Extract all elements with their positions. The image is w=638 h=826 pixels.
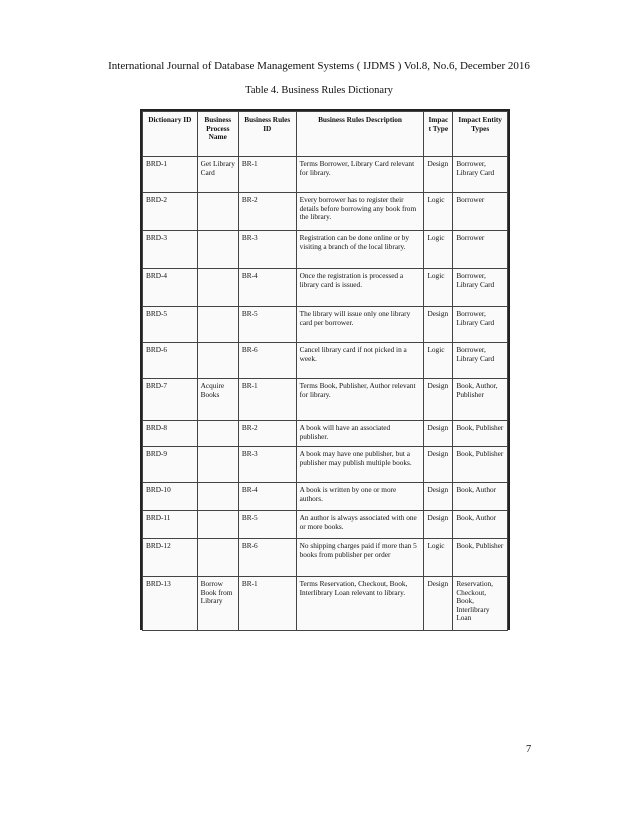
cell-impact-entity-types: Book, Publisher [453,447,508,483]
cell-dictionary-id: BRD-7 [143,379,198,421]
cell-impact-type: Logic [424,539,453,577]
cell-business-rules-id: BR-5 [238,307,296,343]
table-row [143,269,508,307]
cell-business-process-name [197,307,238,343]
cell-business-process-name: Get Library Card [197,157,238,193]
cell-business-rules-id: BR-5 [238,511,296,539]
cell-business-process-name [197,421,238,447]
cell-dictionary-id: BRD-4 [143,269,198,307]
column-header-dictionary-id: Dictionary ID [143,112,198,157]
cell-dictionary-id: BRD-8 [143,421,198,447]
cell-impact-type: Logic [424,269,453,307]
cell-impact-entity-types: Book, Author [453,511,508,539]
cell-impact-type: Design [424,577,453,631]
cell-business-rules-id: BR-1 [238,577,296,631]
journal-header: International Journal of Database Management Systems ( IJDMS ) Vol.8, No.6, December 2016 [108,60,530,72]
cell-business-process-name [197,269,238,307]
cell-impact-entity-types: Borrower, Library Card [453,307,508,343]
cell-business-process-name: Acquire Books [197,379,238,421]
cell-dictionary-id: BRD-6 [143,343,198,379]
cell-impact-entity-types: Book, Publisher [453,421,508,447]
cell-impact-entity-types: Borrower, Library Card [453,157,508,193]
cell-impact-entity-types: Borrower [453,193,508,231]
cell-business-process-name [197,447,238,483]
cell-impact-type: Design [424,447,453,483]
cell-impact-entity-types: Reservation, Checkout, Book, Interlibrary Loan [453,577,508,631]
cell-impact-type: Design [424,511,453,539]
table-row [143,193,508,231]
column-header-business-process-name: Business Process Name [197,112,238,157]
table-row [143,343,508,379]
column-header-business-rules-description: Business Rules Description [296,112,424,157]
cell-dictionary-id: BRD-1 [143,157,198,193]
table-row [143,577,508,631]
business-rules-table-container [140,109,510,630]
column-header-business-rules-id: Business Rules ID [238,112,296,157]
table-row [143,231,508,269]
cell-business-process-name: Borrow Book from Library [197,577,238,631]
cell-description: A book is written by one or more authors. [296,483,424,511]
cell-business-process-name [197,483,238,511]
cell-impact-entity-types: Borrower, Library Card [453,343,508,379]
cell-dictionary-id: BRD-9 [143,447,198,483]
cell-business-rules-id: BR-3 [238,231,296,269]
table-header-row [143,112,508,157]
cell-impact-entity-types: Book, Publisher [453,539,508,577]
table-row [143,447,508,483]
cell-description: Terms Borrower, Library Card relevant for library. [296,157,424,193]
cell-description: Cancel library card if not picked in a week. [296,343,424,379]
cell-business-rules-id: BR-6 [238,343,296,379]
cell-business-rules-id: BR-1 [238,157,296,193]
cell-dictionary-id: BRD-12 [143,539,198,577]
cell-dictionary-id: BRD-13 [143,577,198,631]
business-rules-table [142,111,508,631]
cell-impact-entity-types: Book, Author, Publisher [453,379,508,421]
cell-business-rules-id: BR-4 [238,483,296,511]
cell-description: Terms Book, Publisher, Author relevant for library. [296,379,424,421]
cell-impact-type: Design [424,421,453,447]
cell-impact-type: Logic [424,231,453,269]
cell-description: The library will issue only one library card per borrower. [296,307,424,343]
cell-dictionary-id: BRD-10 [143,483,198,511]
cell-business-process-name [197,343,238,379]
cell-business-process-name [197,511,238,539]
cell-dictionary-id: BRD-3 [143,231,198,269]
table-row [143,307,508,343]
cell-impact-type: Design [424,483,453,511]
cell-business-process-name [197,231,238,269]
table-row [143,421,508,447]
cell-description: Every borrower has to register their details before borrowing any book from the library. [296,193,424,231]
cell-impact-entity-types: Borrower [453,231,508,269]
table-row [143,379,508,421]
cell-impact-type: Logic [424,193,453,231]
cell-description: A book may have one publisher, but a publisher may publish multiple books. [296,447,424,483]
column-header-impact-type: Impac t Type [424,112,453,157]
table-row [143,483,508,511]
cell-impact-type: Design [424,307,453,343]
cell-description: An author is always associated with one or more books. [296,511,424,539]
cell-dictionary-id: BRD-5 [143,307,198,343]
column-header-impact-entity-types: Impact Entity Types [453,112,508,157]
cell-impact-type: Design [424,157,453,193]
cell-impact-entity-types: Borrower, Library Card [453,269,508,307]
cell-description: A book will have an associated publisher. [296,421,424,447]
cell-business-process-name [197,539,238,577]
cell-impact-type: Design [424,379,453,421]
cell-impact-type: Logic [424,343,453,379]
cell-description: Once the registration is processed a library card is issued. [296,269,424,307]
cell-business-process-name [197,193,238,231]
cell-business-rules-id: BR-2 [238,193,296,231]
cell-dictionary-id: BRD-11 [143,511,198,539]
cell-dictionary-id: BRD-2 [143,193,198,231]
page-number: 7 [526,744,532,755]
cell-business-rules-id: BR-3 [238,447,296,483]
table-caption: Table 4. Business Rules Dictionary [245,85,393,96]
cell-description: Terms Reservation, Checkout, Book, Interlibrary Loan relevant to library. [296,577,424,631]
cell-description: Registration can be done online or by visiting a branch of the local library. [296,231,424,269]
table-row [143,511,508,539]
cell-business-rules-id: BR-2 [238,421,296,447]
cell-business-rules-id: BR-6 [238,539,296,577]
table-row [143,539,508,577]
cell-description: No shipping charges paid if more than 5 books from publisher per order [296,539,424,577]
cell-impact-entity-types: Book, Author [453,483,508,511]
cell-business-rules-id: BR-4 [238,269,296,307]
cell-business-rules-id: BR-1 [238,379,296,421]
table-row [143,157,508,193]
